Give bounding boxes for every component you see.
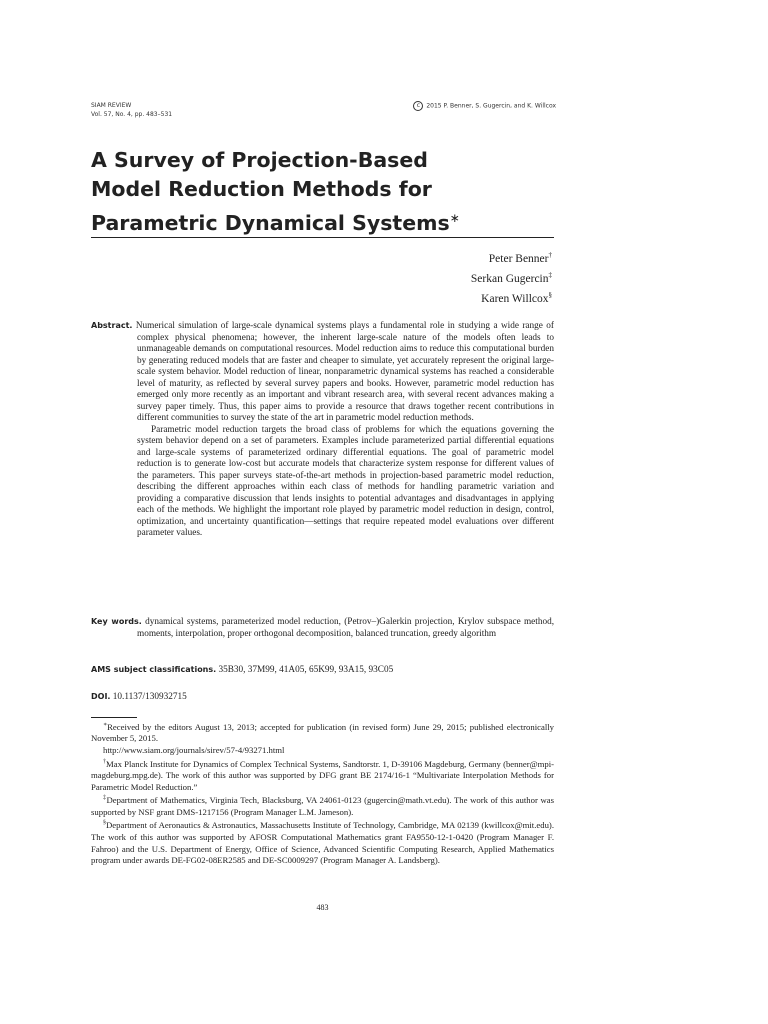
footnotes — [91, 720, 554, 867]
journal-volume: Vol. 57, No. 4, pp. 483–531 — [91, 111, 173, 118]
journal-url-link[interactable]: http://www.siam.org/journals/sirev/57-4/93271.html — [103, 745, 285, 756]
title-line-3: Parametric Dynamical Systems — [91, 210, 450, 235]
abstract-paragraph-1 — [91, 320, 554, 425]
ams-text: 35B30, 37M99, 41A05, 65K99, 93A15, 93C05 — [218, 665, 394, 675]
footnote-text: Max Planck Institute for Dynamics of Complex Technical Systems, Sandtorstr. 1, D-39106 Magdeburg, Germany (benner@mpi-magdeburg.mpg.de). The work of this author was supported by DFG grant BE 2174/16-1 “Multivariate Interpolation Methods for Parametric Model Reduction.” — [91, 758, 555, 792]
journal-info — [91, 101, 172, 119]
ams-classifications — [91, 664, 393, 677]
author-list — [471, 247, 552, 306]
footnote-text: Department of Mathematics, Virginia Tech, Blacksburg, VA 24061-0123 (gugercin@math.vt.edu). The work of this author was supported by NSF grant DMS-1217156 (Program Manager L.M. Jameson). — [91, 795, 555, 817]
abstract-text-1: Numerical simulation of large-scale dynamical systems plays a fundamental role in studying a wide range of complex physical phenomena; however, the inherent large-scale nature of the models often leads to unmanageable demands on computational resources. Model reduction aims to reduce this computational burden by generating reduced models that are faster and cheaper to simulate, yet accurately represent the original large-scale system behavior. Model reduction of linear, nonparametric dynamical systems has reached a considerable level of maturity, as reflected by several survey papers and books. However, parametric model reduction has emerged only more recently as an important and vibrant research area, with several recent advances making a survey paper timely. Thus, this paper aims to provide a resource that draws together recent contributions in different communities to survey the state of the art in parametric model reduction methods. — [135, 321, 554, 423]
title-line-2: Model Reduction Methods for — [91, 177, 432, 201]
author-name: Peter Benner — [488, 252, 549, 265]
keywords-text: dynamical systems, parameterized model reduction, (Petrov–)Galerkin projection, Krylov subspace method, moments, interpolation, proper orthogonal decomposition, balanced truncation, greedy algorithm — [137, 617, 555, 639]
author-name: Serkan Gugercin — [470, 272, 549, 285]
footnote-url — [91, 745, 554, 757]
author-benner — [471, 247, 552, 267]
author-mark: § — [548, 290, 552, 299]
author-willcox — [471, 287, 552, 307]
abstract-label: Abstract. — [91, 321, 133, 330]
doi-text: 10.1137/130932715 — [112, 692, 187, 702]
keywords-label: Key words. — [91, 617, 142, 626]
copyright-icon: c — [413, 101, 423, 111]
abstract-paragraph-2: Parametric model reduction targets the broad class of problems for which the equations governing the system behavior depend on a set of parameters. Examples include parameterized partial differential equations and large-scale systems of parameterized ordinary differential equations. The goal of parametric model reduction is to generate low-cost but accurate models that characterize system response for different values of the parameters. This paper surveys state-of-the-art methods in projection-based parametric model reduction, describing the different approaches within each class of methods for handling parametric variation and providing a comparative discussion that lends insights to potential advantages and disadvantages in applying each of the methods. We highlight the important role played by parametric model reduction in design, control, optimization, and uncertainty quantification—settings that require repeated model evaluations over different parameter values. — [137, 424, 554, 538]
footnote-willcox — [91, 818, 554, 866]
journal-name: SIAM REVIEW — [91, 102, 132, 109]
author-mark: ‡ — [548, 270, 552, 279]
doi — [91, 691, 187, 704]
title-rule — [91, 237, 554, 238]
footnote-text: Department of Aeronautics & Astronautics, Massachusetts Institute of Technology, Cambridge, MA 02139 (kwillcox@mit.edu). The work of this author was supported by AFOSR Computational Mathematics grant FA9550-12-1-0420 (Program Manager F. Fahroo) and the U.S. Department of Energy, Office of Science, Advanced Scientific Computing Research, Applied Mathematics program under awards DE-FG02-08ER2585 and DE-SC0009297 (Program Manager A. Landsberg). — [91, 820, 554, 866]
copyright-text: 2015 P. Benner, S. Gugercin, and K. Willcox — [426, 102, 556, 110]
footnote-mark: ∗ — [103, 722, 108, 728]
author-name: Karen Willcox — [481, 292, 549, 305]
abstract — [91, 320, 554, 540]
paper-title — [91, 146, 571, 238]
footnote-mark: ‡ — [103, 795, 107, 802]
footnote-mark: † — [103, 758, 107, 765]
footnote-mark: § — [103, 820, 106, 827]
footnote-gugercin — [91, 793, 554, 818]
copyright-notice — [413, 101, 556, 111]
ams-label: AMS subject classifications. — [91, 665, 217, 674]
title-footnote-mark: ∗ — [449, 211, 460, 225]
title-line-1: A Survey of Projection-Based — [91, 148, 428, 172]
footnote-received — [91, 720, 554, 745]
page-number: 483 — [316, 903, 329, 912]
footnote-rule — [91, 717, 137, 718]
author-mark: † — [548, 251, 552, 259]
doi-label: DOI. — [91, 692, 111, 701]
footnote-benner — [91, 757, 554, 794]
author-gugercin — [471, 267, 552, 287]
keywords-paragraph — [91, 616, 554, 640]
footnote-text: Received by the editors August 13, 2013; accepted for publication (in revised form) June 29, 2015; published electronically November 5, 2015. — [91, 721, 554, 744]
keywords — [91, 616, 554, 640]
